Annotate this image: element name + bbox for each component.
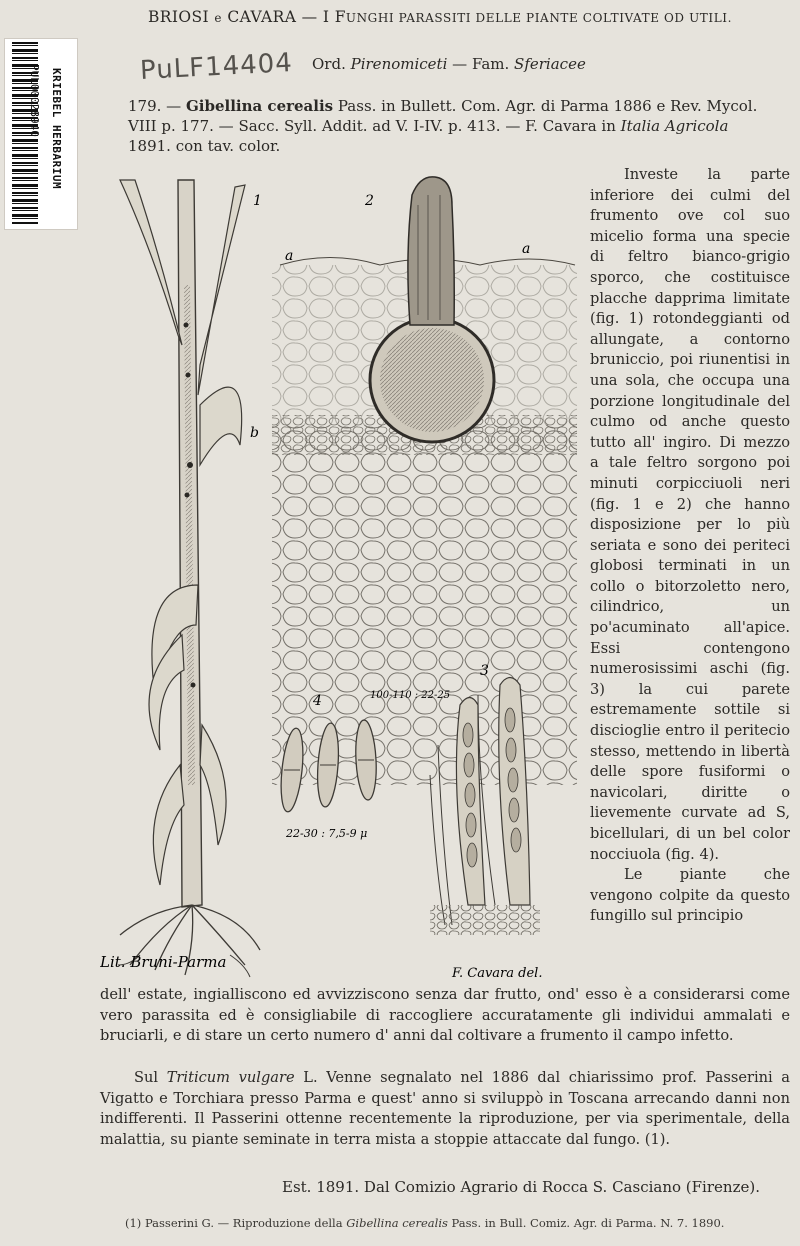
citation-part-a: Pass. in Bullett. Com. Agr. di Parma 1886 e Rev. Mycol. VIII p. 177. — Sacc. Syll. Addit. ad V. I-IV. p. 413. — F. Cavara in [128, 97, 758, 135]
paragraph-1: dell' estate, ingialliscono ed avvizziscono senza dar frutto, ond' esso è a considerarsi come vero parassita ed è consigliabile di raccogliere accuratamente gli individui ammalati e bruciarli, e di stare un certo numero d' anni dal coltivare a frumento il campo infetto. [100, 986, 790, 1045]
footnote-a: (1) Passerini G. — Riproduzione della [125, 1216, 347, 1230]
host-name: Triticum vulgare [166, 1069, 295, 1086]
header-series: UNGHI PARASSITI DELLE PIANTE COLTIVATE OD UTILI. [345, 11, 733, 25]
artist-credit: F. Cavara del. [452, 966, 543, 980]
paragraph-2-b: L. Venne segnalato nel 1886 dal chiarissimo prof. Passerini a Vigatto e Torchiara presso Parma e quest' anno si sviluppò in Toscana arrecando danni non indifferenti. Il Passerini ottenne recentemente la riproduzione, per via sperimentale, della malattia, su piante seminate in terra mista a stoppie attaccate dal fungo. (1). [100, 1069, 791, 1148]
fig-label-1: 1 [253, 193, 262, 209]
label-a-right: a [522, 241, 531, 257]
header-authors-2: CAVARA — [227, 8, 318, 26]
footnote-species: Gibellina cerealis [346, 1216, 448, 1230]
label-a-left: a [285, 248, 294, 264]
header-series-initial: I F [322, 8, 346, 26]
fam-label: — Fam. [452, 55, 510, 73]
barcode-number: PUL00028940 [28, 64, 41, 137]
footnote [125, 1216, 724, 1230]
source-line: Est. 1891. Dal Comizio Agrario di Rocca S. Casciano (Firenze). [282, 1178, 760, 1196]
herbarium-name: KRIEBEL HERBARIUM [50, 68, 63, 190]
ord-name: Pirenomiceti [350, 55, 448, 73]
paragraph-2-a: Sul [134, 1069, 167, 1086]
ord-label: Ord. [312, 55, 346, 73]
header-authors: BRIOSI [148, 8, 210, 26]
classification-line [312, 55, 586, 73]
citation-part-b: 1891. con tav. color. [128, 137, 281, 155]
journal-name: Italia Agricola [620, 117, 729, 135]
label-b: b [250, 425, 259, 441]
header-conj: e [214, 11, 223, 25]
entry-number: 179. — [128, 97, 182, 115]
running-header [148, 8, 732, 26]
fig-label-3: 3 [480, 663, 489, 679]
measure-spores: 22-30 : 7,5-9 μ [286, 827, 368, 840]
paragraph-2 [100, 1068, 790, 1150]
species-entry [128, 96, 768, 156]
figure-4-spores [278, 720, 378, 813]
lith-credit: Lit. Bruni-Parma [100, 953, 227, 971]
accession-number: PuLF14404 [139, 48, 294, 86]
fam-name: Sferiacee [514, 55, 586, 73]
description-column [590, 165, 790, 927]
fig-label-2: 2 [365, 193, 374, 209]
figure-1-culm [118, 180, 260, 977]
footnote-b: Pass. in Bull. Comiz. Agr. di Parma. N. 7. 1890. [447, 1216, 725, 1230]
measure-asci: 100-110 : 22-25 [370, 690, 451, 701]
species-name: Gibellina cerealis [185, 97, 334, 115]
description-text: Investe la parte inferiore dei culmi del frumento ove col suo micelio forma una specie di feltro bianco-grigio sporco, che costituisce placche dapprima limitate (fig. 1) rotondeggianti od allungate, a contorno bruniccio, poi riunentisi in una sola, che occupa una porzione longitudinale del culmo od anche questo tutto all' ingiro. Di mezzo a tale feltro sorgono poi minuti corpicciuoli neri (fig. 1 e 2) che hanno disposizione per lo più seriata e sono dei periteci globosi terminati in un collo o bitorzoletto nero, cilindrico, un po'acuminato all'apice. Essi contengono numerosissimi aschi (fig. 3) la cui parete estremamente sottile si discioglie entro il peritecio stesso, mettendo in libertà delle spore fusiformi o navicolari, diritte o lievemente curvate ad S, bicellulari, di un bel color nocciuola (fig. 4). [590, 166, 790, 863]
description-text-2: Le piante che vengono colpite da questo fungillo sul principio [590, 866, 790, 925]
fig-label-4: 4 [313, 693, 322, 709]
botanical-plate [100, 165, 590, 980]
